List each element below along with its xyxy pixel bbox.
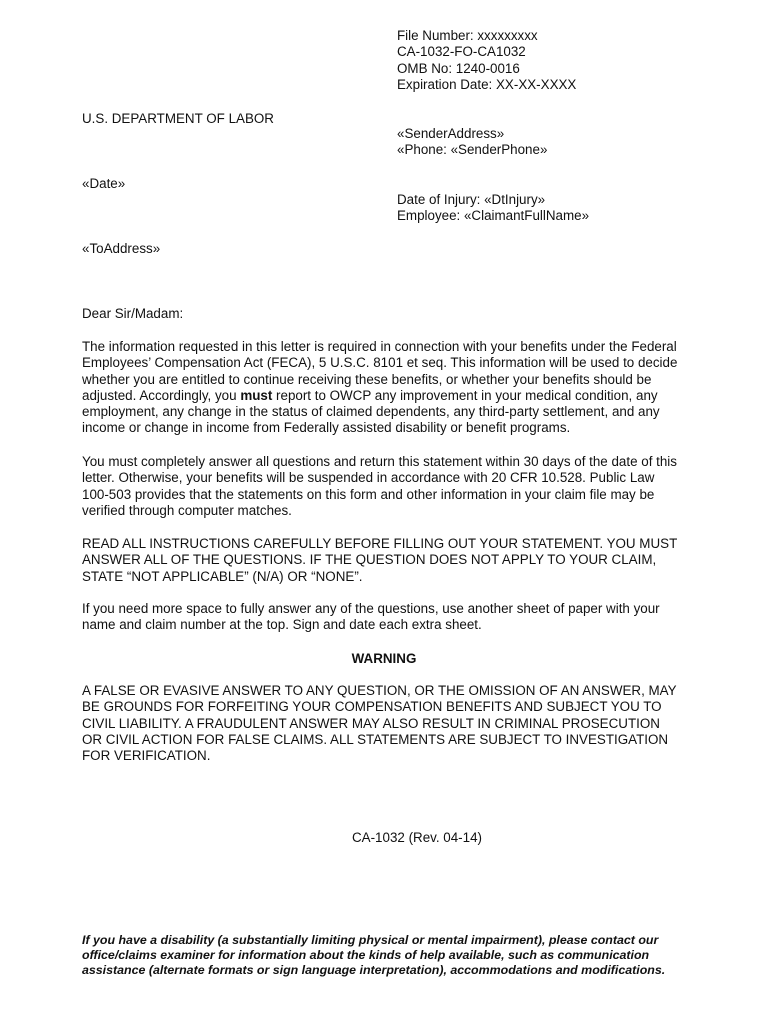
warning-heading: WARNING [351,651,417,666]
date-of-injury: Date of Injury: «DtInjury» [397,192,546,207]
warning-line: A FALSE OR EVASIVE ANSWER TO ANY QUESTION, OR THE OMISSION OF AN ANSWER, MAY [82,683,677,698]
paragraph-line: letter. Otherwise, your benefits will be suspended in accordance with 20 CFR 10.528. Public Law [82,470,655,486]
paragraph-line: READ ALL INSTRUCTIONS CAREFULLY BEFORE FILLING OUT YOUR STATEMENT. YOU MUST [82,536,678,551]
paragraph-line [82,388,702,404]
form-header-block [397,28,576,93]
disability-note [82,933,722,978]
sender-phone: «Phone: «SenderPhone» [397,142,548,158]
expiration-date: Expiration Date: XX-XX-XXXX [397,76,577,92]
salutation: Dear Sir/Madam: [82,306,184,321]
paragraph-line: If you need more space to fully answer any of the questions, use another sheet of paper with your [82,601,660,616]
paragraph-line: The information requested in this letter is required in connection with your benefits under the Federal [82,339,677,354]
paragraph-extra-space [82,601,702,634]
warning-line: CIVIL LIABILITY. A FRAUDULENT ANSWER MAY ALSO RESULT IN CRIMINAL PROSECUTION [82,715,660,731]
letter-date: «Date» [82,176,126,191]
paragraph-line: name and claim number at the top. Sign and date each extra sheet. [82,617,482,633]
to-address: «ToAddress» [82,241,161,256]
form-code: CA-1032-FO-CA1032 [397,44,526,60]
employee-name: Employee: «ClaimantFullName» [397,208,590,224]
warning-line: OR CIVIL ACTION FOR FALSE CLAIMS. ALL STATEMENTS ARE SUBJECT TO INVESTIGATION [82,731,669,747]
paragraph-text: report to OWCP any improvement in your medical condition, any [272,387,658,403]
omb-number: OMB No: 1240-0016 [397,60,520,76]
form-revision: CA-1032 (Rev. 04-14) [352,830,482,845]
sender-block [397,126,547,159]
agency-name: U.S. DEPARTMENT OF LABOR [82,111,274,126]
paragraph-text: adjusted. Accordingly, you [82,387,241,403]
warning-text [82,683,702,764]
paragraph-line: 100-503 provides that the statements on this form and other information in your claim file may be [82,486,655,502]
sender-address: «SenderAddress» [397,126,505,141]
paragraph-line: You must completely answer all questions and return this statement within 30 days of the date of this [82,454,677,469]
must-emphasis: must [240,387,273,403]
paragraph-line: employment, any change in the status of claimed dependents, any third-party settlement, and any [82,404,660,420]
paragraph-line: ANSWER ALL OF THE QUESTIONS. IF THE QUESTION DOES NOT APPLY TO YOUR CLAIM, [82,552,657,568]
paragraph-line: STATE “NOT APPLICABLE” (N/A) OR “NONE”. [82,568,363,584]
paragraph-line: whether you are entitled to continue receiving these benefits, or whether your benefits should be [82,371,652,387]
note-line: office/claims examiner for information about the kinds of help available, such as communication [82,948,650,962]
note-line: If you have a disability (a substantially limiting physical or mental impairment), please contact our [82,933,659,947]
injury-block [397,192,589,225]
paragraph-benefits-info [82,339,702,437]
paragraph-line: verified through computer matches. [82,502,292,518]
note-line: assistance (alternate formats or sign language interpretation), accommodations and modifications. [82,963,666,977]
paragraph-instructions [82,536,702,585]
paragraph-deadline [82,454,702,519]
file-number: File Number: xxxxxxxxx [397,28,538,43]
paragraph-line: Employees’ Compensation Act (FECA), 5 U.S.C. 8101 et seq. This information will be used to decide [82,355,678,371]
paragraph-line: income or change in income from Federally assisted disability or benefit programs. [82,420,571,436]
warning-line: FOR VERIFICATION. [82,748,211,764]
warning-line: BE GROUNDS FOR FORFEITING YOUR COMPENSATION BENEFITS AND SUBJECT YOU TO [82,699,662,715]
